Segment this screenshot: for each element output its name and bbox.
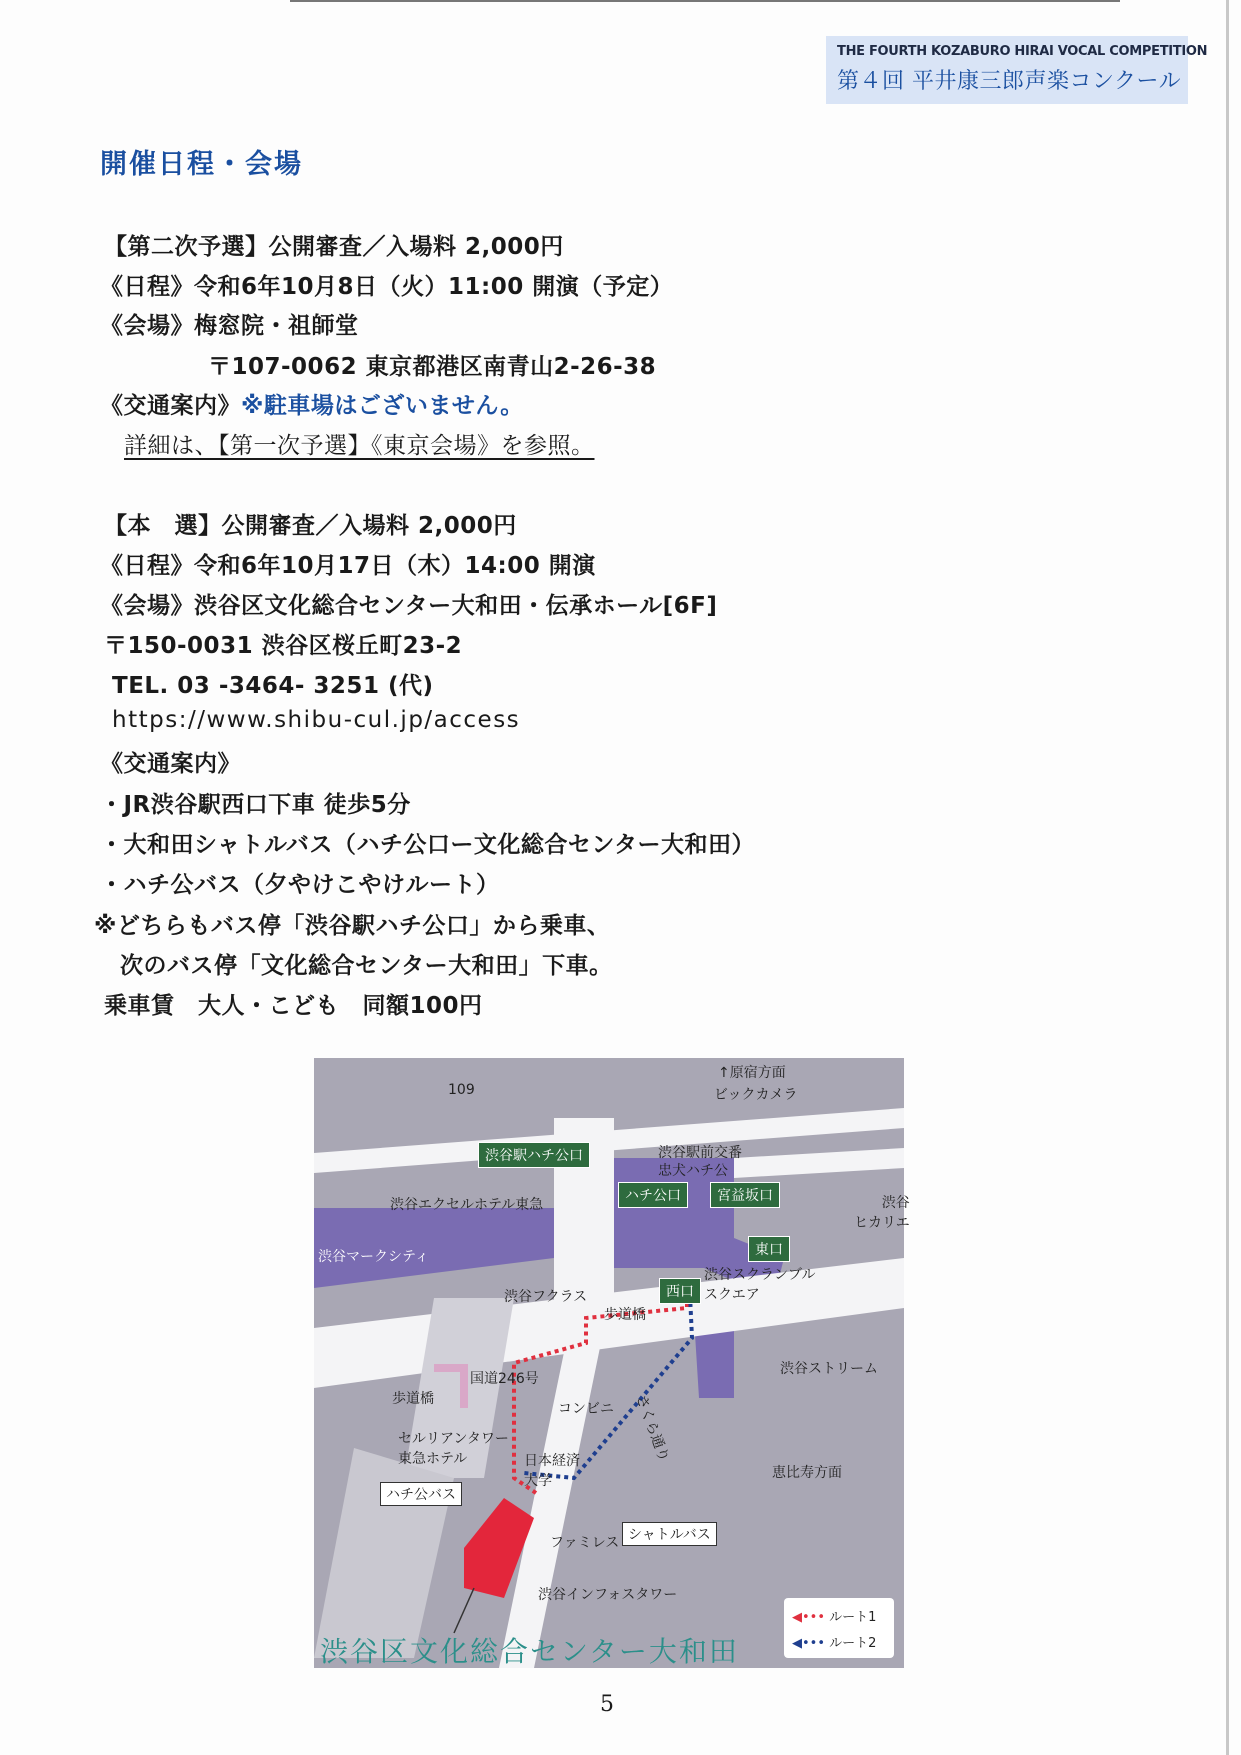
map-label-route246: 国道246号 bbox=[470, 1371, 539, 1387]
map-label-nikkei: 日本経済 大学 bbox=[524, 1453, 580, 1489]
legend-route2: ◀••• ルート2 bbox=[792, 1636, 877, 1651]
map-title: 渋谷区文化総合センター大和田 bbox=[320, 1635, 739, 1668]
final-round-venue: 《会場》渋谷区文化総合センター大和田・伝承ホール[6F] bbox=[100, 593, 718, 619]
competition-title-jp: 第４回 平井康三郎声楽コンクール bbox=[837, 69, 1182, 94]
map-label-konbini: コンビニ bbox=[558, 1401, 614, 1417]
map-label-sakura: さくら通り bbox=[632, 1392, 672, 1464]
final-round-url[interactable]: https://www.shibu-cul.jp/access bbox=[112, 707, 521, 733]
map-tag-hachiko-exit-stop: 渋谷駅ハチ公口 bbox=[478, 1142, 590, 1168]
second-round-venue: 《会場》梅窓院・祖師堂 bbox=[100, 313, 359, 339]
map-label-harajuku: ↑原宿方面 bbox=[718, 1065, 786, 1081]
map-label-cerulean: セルリアンタワー 東急ホテル bbox=[398, 1431, 509, 1467]
map-label-109: 109 bbox=[448, 1082, 475, 1098]
second-round-address: 〒107-0062 東京都港区南青山2-26-38 bbox=[208, 354, 657, 380]
final-round-address: 〒150-0031 渋谷区桜丘町23-2 bbox=[104, 633, 463, 659]
access-item: ・大和田シャトルバス（ハチ公口ー文化総合センター大和田） bbox=[100, 832, 756, 858]
final-round-tel: TEL. 03 -3464- 3251 (代) bbox=[112, 673, 434, 699]
second-round-access bbox=[100, 387, 524, 420]
map-label-stream: 渋谷ストリーム bbox=[780, 1361, 878, 1377]
detail-note: 詳細は、【第一次予選】《東京会場》を参照。 bbox=[124, 433, 595, 459]
map-label-excel: 渋谷エクセルホテル東急 bbox=[390, 1197, 544, 1213]
bus-note: 次のバス停「文化総合センター大和田」下車。 bbox=[120, 953, 613, 979]
map-label-family: ファミレス bbox=[550, 1535, 620, 1551]
access-item: ・JR渋谷駅西口下車 徒歩5分 bbox=[100, 792, 411, 818]
map-label-ebisu: 恵比寿方面 bbox=[772, 1465, 842, 1481]
map-label-footbridge: 歩道橋 bbox=[604, 1307, 646, 1323]
map-tag-shuttle: シャトルバス bbox=[622, 1522, 717, 1546]
access-map bbox=[314, 1058, 910, 1668]
top-rule bbox=[290, 0, 1120, 2]
page-number: 5 bbox=[600, 1692, 614, 1717]
access-item: ・ハチ公バス（夕やけこやけルート） bbox=[100, 872, 500, 898]
second-round-heading: 【第二次予選】公開審査／入場料 2,000円 bbox=[104, 234, 564, 260]
fare: 乗車賃 大人・こども 同額100円 bbox=[104, 993, 483, 1019]
parking-note: ※駐車場はございません。 bbox=[241, 393, 524, 419]
map-label-markcity: 渋谷マークシティ bbox=[318, 1249, 429, 1265]
map-label-bic: ビックカメラ bbox=[714, 1087, 798, 1103]
competition-title-en: THE FOURTH KOZABURO HIRAI VOCAL COMPETITION bbox=[837, 44, 1208, 59]
map-tag-hachiko-bus: ハチ公バス bbox=[380, 1482, 462, 1506]
map-tag-west-exit: 西口 bbox=[659, 1278, 701, 1304]
map-label-scramble: 渋谷スクランブル スクエア bbox=[704, 1267, 816, 1303]
map-label-koban: 渋谷駅前交番 bbox=[658, 1145, 742, 1161]
map-tag-miyamasuzaka: 宮益坂口 bbox=[710, 1182, 780, 1208]
legend-route1: ◀••• ルート1 bbox=[792, 1610, 877, 1625]
map-label-chuken: 忠犬ハチ公 bbox=[658, 1163, 728, 1179]
final-round-access-label: 《交通案内》 bbox=[100, 751, 241, 777]
final-round-heading: 【本 選】公開審査／入場料 2,000円 bbox=[104, 513, 517, 539]
page-edge bbox=[1226, 0, 1229, 1755]
map-label-infos: 渋谷インフォスタワー bbox=[538, 1587, 678, 1603]
bus-note: ※どちらもバス停「渋谷駅ハチ公口」から乗車、 bbox=[94, 913, 611, 939]
map-label-hikarie: 渋谷 ヒカリエ bbox=[854, 1195, 910, 1231]
map-label-fukuras: 渋谷フクラス bbox=[504, 1289, 588, 1305]
final-round-schedule: 《日程》令和6年10月17日（木）14:00 開演 bbox=[100, 553, 596, 579]
access-label: 《交通案内》 bbox=[100, 393, 241, 419]
map-legend bbox=[784, 1598, 894, 1658]
map-label-footbridge-2: 歩道橋 bbox=[392, 1391, 434, 1407]
second-round-schedule: 《日程》令和6年10月8日（火）11:00 開演（予定） bbox=[100, 274, 674, 300]
map-tag-hachiko-exit: ハチ公口 bbox=[618, 1182, 688, 1208]
section-title: 開催日程・会場 bbox=[100, 149, 303, 180]
map-tag-east-exit: 東口 bbox=[748, 1236, 790, 1262]
